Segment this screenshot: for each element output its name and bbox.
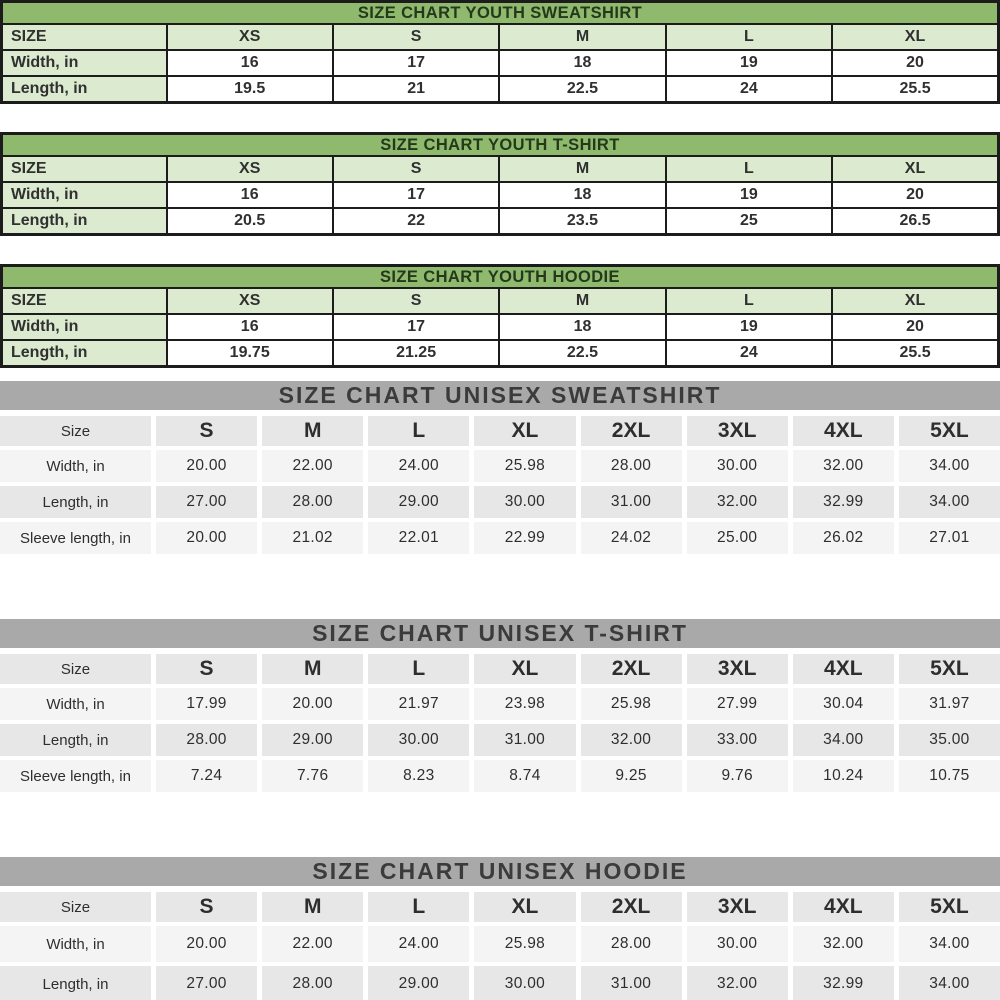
value-cell: 34.00 [899,486,1000,518]
size-header-s: S [156,892,257,922]
size-header-4xl: 4XL [793,654,894,684]
value-cell: 25.98 [581,688,682,720]
size-header-xl: XL [474,416,575,446]
value-cell: 32.00 [581,724,682,756]
row-label: Sleeve length, in [0,522,151,554]
value-cell: 22.5 [499,76,665,103]
size-header-s: S [156,416,257,446]
value-cell: 27.00 [156,966,257,1000]
value-cell: 23.98 [474,688,575,720]
data-row [2,182,999,208]
value-cell: 23.5 [499,208,665,235]
row-label: Width, in [0,926,151,962]
size-header-3xl: 3XL [687,654,788,684]
data-row [2,208,999,235]
table-title: SIZE CHART UNISEX SWEATSHIRT [0,381,1000,410]
value-cell: 22.00 [262,450,363,482]
value-cell: 25.00 [687,522,788,554]
value-cell: 25.98 [474,926,575,962]
row-label: Width, in [2,50,167,76]
value-cell: 21.97 [368,688,469,720]
row-label: Length, in [2,208,167,235]
size-table-grid [0,892,1000,1000]
value-cell: 25.98 [474,450,575,482]
value-cell: 32.00 [687,486,788,518]
value-cell: 17 [333,50,499,76]
size-header-3xl: 3XL [687,416,788,446]
unisex-size-charts-section [0,381,1000,1000]
value-cell: 8.23 [368,760,469,792]
value-cell: 19 [666,50,832,76]
value-cell: 26.02 [793,522,894,554]
size-column-header: SIZE [2,24,167,50]
value-cell: 21.25 [333,340,499,367]
title-row [2,134,999,157]
value-cell: 9.76 [687,760,788,792]
row-label: Length, in [2,340,167,367]
size-header-2xl: 2XL [581,416,682,446]
size-header-xl: XL [832,24,998,50]
value-cell: 30.00 [368,724,469,756]
header-row [2,156,999,182]
value-cell: 20 [832,50,998,76]
value-cell: 30.00 [687,450,788,482]
table-title: SIZE CHART YOUTH SWEATSHIRT [2,2,999,25]
value-cell: 16 [167,182,333,208]
title-row [2,2,999,25]
data-row [2,340,999,367]
value-cell: 26.5 [832,208,998,235]
value-cell: 31.00 [474,724,575,756]
value-cell: 34.00 [899,926,1000,962]
size-header-m: M [499,24,665,50]
size-header-m: M [262,654,363,684]
header-row [2,24,999,50]
value-cell: 20.00 [156,450,257,482]
value-cell: 20.00 [156,926,257,962]
size-header-5xl: 5XL [899,892,1000,922]
row-label: Width, in [2,182,167,208]
header-row [2,288,999,314]
size-header-l: L [368,892,469,922]
size-header-xs: XS [167,24,333,50]
size-header-2xl: 2XL [581,892,682,922]
value-cell: 20.00 [156,522,257,554]
value-cell: 17.99 [156,688,257,720]
value-cell: 34.00 [793,724,894,756]
value-cell: 10.75 [899,760,1000,792]
value-cell: 20 [832,314,998,340]
value-cell: 8.74 [474,760,575,792]
size-header-xl: XL [832,156,998,182]
table-title: SIZE CHART UNISEX HOODIE [0,857,1000,886]
size-header-3xl: 3XL [687,892,788,922]
row-label: Width, in [0,688,151,720]
size-header-m: M [499,156,665,182]
value-cell: 31.00 [581,966,682,1000]
value-cell: 18 [499,50,665,76]
row-label: Length, in [0,486,151,518]
value-cell: 24 [666,340,832,367]
value-cell: 22 [333,208,499,235]
size-header-5xl: 5XL [899,416,1000,446]
value-cell: 7.24 [156,760,257,792]
value-cell: 22.00 [262,926,363,962]
value-cell: 29.00 [368,966,469,1000]
value-cell: 32.00 [687,966,788,1000]
value-cell: 7.76 [262,760,363,792]
value-cell: 16 [167,314,333,340]
value-cell: 19 [666,314,832,340]
value-cell: 27.99 [687,688,788,720]
size-header-2xl: 2XL [581,654,682,684]
value-cell: 27.01 [899,522,1000,554]
size-header-l: L [666,24,832,50]
size-header-s: S [156,654,257,684]
value-cell: 22.5 [499,340,665,367]
value-cell: 18 [499,182,665,208]
table-title: SIZE CHART UNISEX T-SHIRT [0,619,1000,648]
row-label: Length, in [0,966,151,1000]
size-header-s: S [333,288,499,314]
value-cell: 24 [666,76,832,103]
value-cell: 24.00 [368,926,469,962]
size-header-s: S [333,156,499,182]
value-cell: 27.00 [156,486,257,518]
size-header-4xl: 4XL [793,416,894,446]
data-row [2,76,999,103]
value-cell: 34.00 [899,450,1000,482]
value-cell: 20.00 [262,688,363,720]
value-cell: 21.02 [262,522,363,554]
size-header-xs: XS [167,288,333,314]
size-header-l: L [666,288,832,314]
value-cell: 9.25 [581,760,682,792]
size-header-m: M [499,288,665,314]
value-cell: 30.04 [793,688,894,720]
data-row [2,50,999,76]
size-table-grid [0,654,1000,792]
size-header-xs: XS [167,156,333,182]
value-cell: 28.00 [156,724,257,756]
table-title: SIZE CHART YOUTH T-SHIRT [2,134,999,157]
row-label: Sleeve length, in [0,760,151,792]
size-chart-table-youth-sweatshirt [0,0,1000,104]
size-column-header: Size [0,416,151,446]
value-cell: 18 [499,314,665,340]
size-header-m: M [262,416,363,446]
size-column-header: Size [0,892,151,922]
value-cell: 21 [333,76,499,103]
size-header-xl: XL [474,892,575,922]
size-header-xl: XL [832,288,998,314]
value-cell: 20.5 [167,208,333,235]
size-header-s: S [333,24,499,50]
value-cell: 29.00 [368,486,469,518]
size-header-l: L [368,654,469,684]
value-cell: 20 [832,182,998,208]
youth-size-charts-section [0,0,1000,368]
value-cell: 29.00 [262,724,363,756]
value-cell: 28.00 [262,486,363,518]
value-cell: 30.00 [474,486,575,518]
value-cell: 24.00 [368,450,469,482]
value-cell: 22.99 [474,522,575,554]
size-column-header: Size [0,654,151,684]
value-cell: 32.00 [793,450,894,482]
value-cell: 25.5 [832,340,998,367]
row-label: Width, in [2,314,167,340]
table-title: SIZE CHART YOUTH HOODIE [2,266,999,289]
data-row [2,314,999,340]
value-cell: 22.01 [368,522,469,554]
value-cell: 30.00 [687,926,788,962]
value-cell: 28.00 [262,966,363,1000]
value-cell: 32.99 [793,966,894,1000]
value-cell: 35.00 [899,724,1000,756]
size-chart-block-unisex-hoodie [0,857,1000,1000]
size-header-m: M [262,892,363,922]
value-cell: 16 [167,50,333,76]
size-chart-table-youth-tshirt [0,132,1000,236]
value-cell: 32.99 [793,486,894,518]
size-chart-table-youth-hoodie [0,264,1000,368]
size-column-header: SIZE [2,156,167,182]
value-cell: 17 [333,314,499,340]
value-cell: 31.00 [581,486,682,518]
row-label: Length, in [0,724,151,756]
value-cell: 30.00 [474,966,575,1000]
value-cell: 17 [333,182,499,208]
value-cell: 31.97 [899,688,1000,720]
title-row [2,266,999,289]
value-cell: 28.00 [581,926,682,962]
row-label: Width, in [0,450,151,482]
value-cell: 33.00 [687,724,788,756]
value-cell: 19.75 [167,340,333,367]
value-cell: 10.24 [793,760,894,792]
size-header-5xl: 5XL [899,654,1000,684]
value-cell: 24.02 [581,522,682,554]
size-header-4xl: 4XL [793,892,894,922]
size-header-xl: XL [474,654,575,684]
size-chart-block-unisex-tshirt [0,619,1000,792]
value-cell: 19.5 [167,76,333,103]
size-chart-block-unisex-sweatshirt [0,381,1000,554]
value-cell: 19 [666,182,832,208]
row-label: Length, in [2,76,167,103]
value-cell: 28.00 [581,450,682,482]
value-cell: 34.00 [899,966,1000,1000]
value-cell: 25.5 [832,76,998,103]
size-header-l: L [368,416,469,446]
size-column-header: SIZE [2,288,167,314]
value-cell: 32.00 [793,926,894,962]
value-cell: 25 [666,208,832,235]
size-table-grid [0,416,1000,554]
size-header-l: L [666,156,832,182]
